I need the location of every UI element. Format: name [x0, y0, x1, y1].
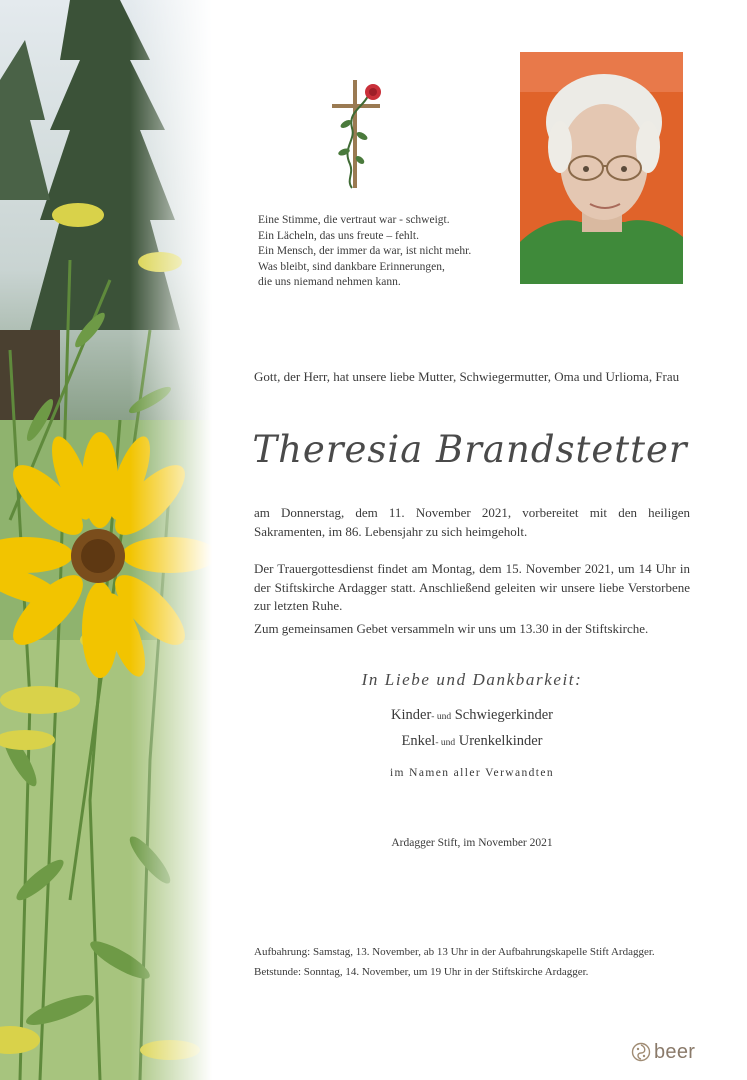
- family-word: Kinder: [391, 707, 432, 723]
- poem: [258, 213, 508, 291]
- family-line-children: [254, 707, 690, 724]
- swirl-icon: [631, 1042, 651, 1062]
- poem-line: Was bleibt, sind dankbare Erinnerungen,: [258, 260, 445, 273]
- place-date: Ardagger Stift, im November 2021: [391, 837, 553, 849]
- poem-line: Ein Mensch, der immer da war, ist nicht mehr.: [258, 245, 472, 257]
- cross-with-rose-icon: [328, 78, 388, 193]
- prayer-hour-info: Betstunde: Sonntag, 14. November, um 19 Uhr in der Stiftskirche Ardagger.: [254, 966, 589, 978]
- service-paragraph: Der Trauergottesdienst findet am Montag, dem 15. November 2021, um 14 Uhr in der Stiftskirche Ardagger statt. Anschließend geleiten wir unsere liebe Verstorbene zur letzten Ruhe.: [254, 561, 690, 613]
- family-connector: - und: [431, 712, 452, 722]
- family-word: Enkel: [401, 733, 436, 749]
- poem-line: die uns niemand nehmen kann.: [258, 276, 401, 288]
- logo-text: beer: [654, 1040, 696, 1063]
- beer-logo: [631, 1040, 695, 1064]
- flower-photo: [0, 0, 215, 1080]
- portrait-photo: [520, 52, 683, 284]
- family-word: Urenkelkinder: [458, 733, 543, 749]
- family-word: Schwiegerkinder: [454, 707, 553, 723]
- viewing-info: Aufbahrung: Samstag, 13. November, ab 13 Uhr in der Aufbahrungskapelle Stift Ardagger.: [254, 946, 655, 958]
- poem-line: Ein Lächeln, das uns freute – fehlt.: [258, 229, 419, 242]
- passing-paragraph: am Donnerstag, dem 11. November 2021, vorbereitet mit den heiligen Sakramenten, im 86. Lebensjahr zu sich heimgeholt.: [254, 505, 690, 539]
- deceased-name: Theresia Brandstetter: [252, 428, 688, 471]
- closing-heading: In Liebe und Dankbarkeit:: [361, 670, 583, 689]
- poem-line: Eine Stimme, die vertraut war - schweigt.: [258, 214, 450, 226]
- intro-text: Gott, der Herr, hat unsere liebe Mutter, Schwiegermutter, Oma und Urlioma, Frau: [254, 369, 680, 384]
- relatives-line: im Namen aller Verwandten: [389, 767, 555, 779]
- prayer-paragraph: Zum gemeinsamen Gebet versammeln wir uns um 13.30 in der Stiftskirche.: [254, 621, 649, 636]
- family-connector: - und: [435, 738, 456, 748]
- family-line-grandchildren: [254, 733, 690, 750]
